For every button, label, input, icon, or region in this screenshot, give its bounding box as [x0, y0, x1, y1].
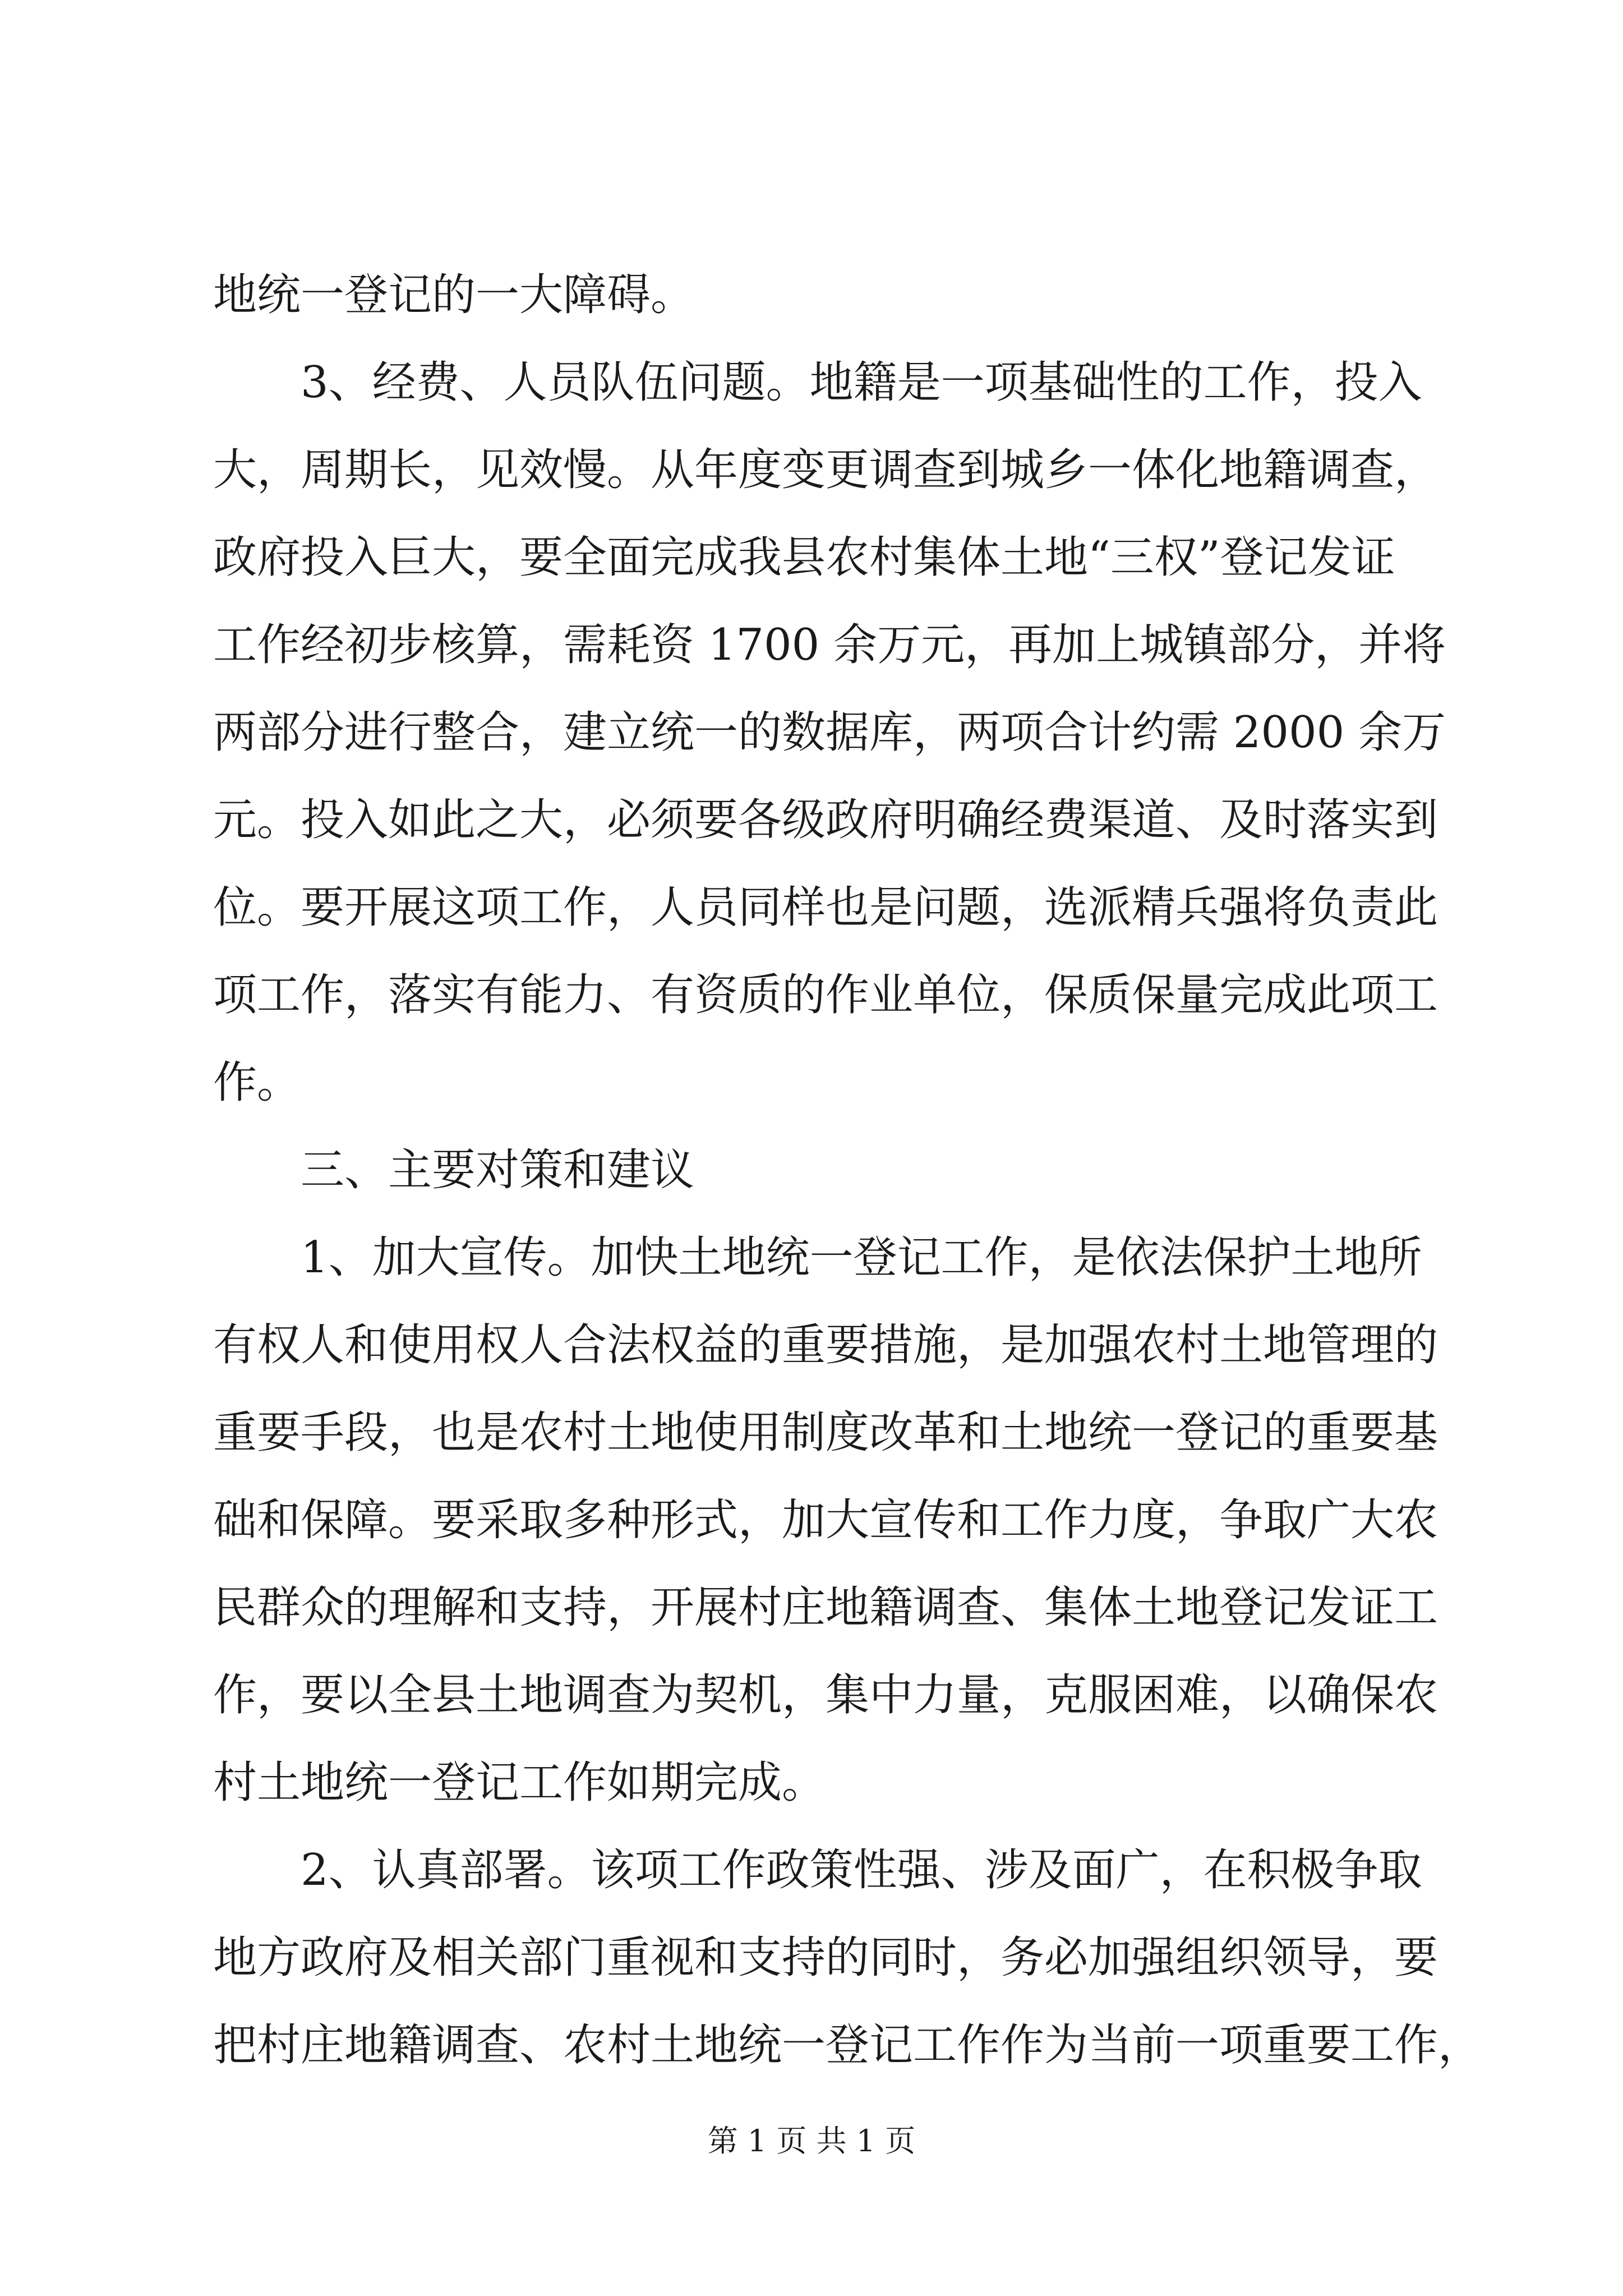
text-line: 位。要开展这项工作，人员同样也是问题，选派精兵强将负责此	[213, 882, 1438, 933]
text-line: 村土地统一登记工作如期完成。	[213, 1757, 826, 1808]
text-line: 础和保障。要采取多种形式，加大宣传和工作力度，争取广大农	[213, 1495, 1438, 1545]
text-line: 地统一登记的一大障碍。	[213, 270, 695, 320]
text-line: 两部分进行整合，建立统一的数据库，两项合计约需 2000 余万	[213, 707, 1446, 758]
paragraph-start-line: 2、认真部署。该项工作政策性强、涉及面广，在积极争取	[301, 1845, 1422, 1895]
text-line: 作，要以全县土地调查为契机，集中力量，克服困难，以确保农	[213, 1670, 1438, 1720]
text-line: 项工作，落实有能力、有资质的作业单位，保质保量完成此项工	[213, 970, 1438, 1020]
document-body	[213, 251, 1482, 2089]
paragraph-start-line: 3、经费、人员队伍问题。地籍是一项基础性的工作，投入	[301, 357, 1422, 408]
page-footer: 第 1 页 共 1 页	[707, 2123, 916, 2159]
text-line: 工作经初步核算，需耗资 1700 余万元，再加上城镇部分，并将	[213, 620, 1446, 670]
text-line: 政府投入巨大，要全面完成我县农村集体土地“三权”登记发证	[213, 532, 1395, 583]
text-line: 地方政府及相关部门重视和支持的同时，务必加强组织领导，要	[213, 1932, 1438, 1983]
text-line: 把村庄地籍调查、农村土地统一登记工作作为当前一项重要工作，	[213, 2020, 1482, 2070]
text-line: 大，周期长，见效慢。从年度变更调查到城乡一体化地籍调查，	[213, 445, 1438, 495]
section-heading: 三、主要对策和建议	[301, 1145, 695, 1195]
text-line: 作。	[213, 1057, 301, 1108]
text-line: 有权人和使用权人合法权益的重要措施，是加强农村土地管理的	[213, 1320, 1438, 1370]
text-line: 重要手段，也是农村土地使用制度改革和土地统一登记的重要基	[213, 1407, 1438, 1458]
text-line: 元。投入如此之大，必须要各级政府明确经费渠道、及时落实到	[213, 795, 1438, 845]
paragraph-start-line: 1、加大宣传。加快土地统一登记工作，是依法保护土地所	[301, 1232, 1422, 1283]
text-line: 民群众的理解和支持，开展村庄地籍调查、集体土地登记发证工	[213, 1582, 1438, 1633]
